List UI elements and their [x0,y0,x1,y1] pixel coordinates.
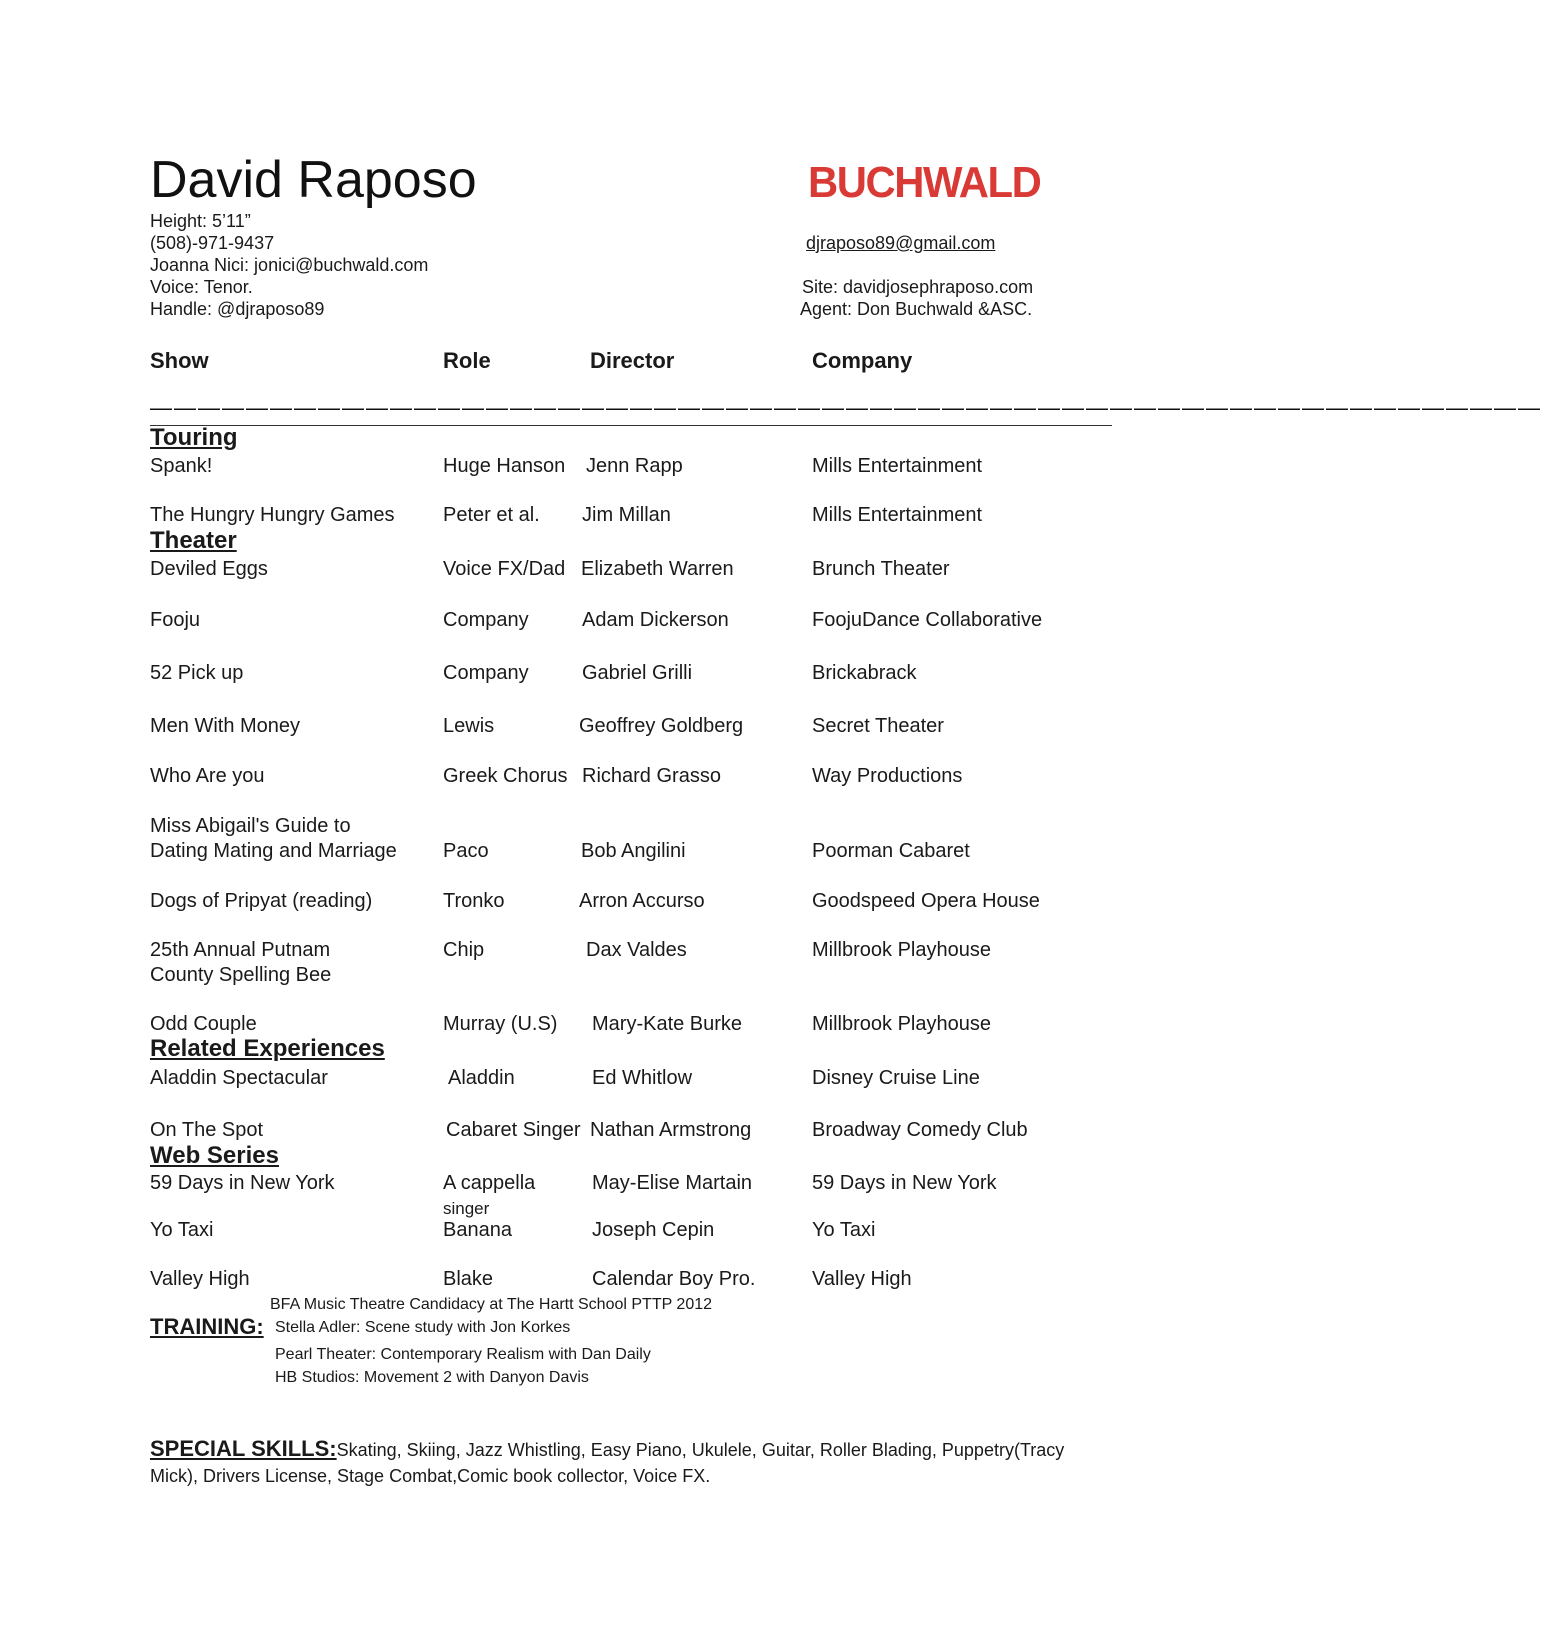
credit-role: Blake [443,1268,494,1290]
credit-company: Valley High [812,1268,912,1290]
credit-show: Men With Money [150,715,301,737]
credit-director: Jim Millan [582,504,671,526]
credit-show-line-2: County Spelling Bee [150,964,332,986]
credit-director: Calendar Boy Pro. [592,1268,756,1290]
credit-director: Mary-Kate Burke [592,1013,743,1035]
credit-role: A cappella [443,1172,536,1194]
credit-show: Deviled Eggs [150,558,268,580]
credit-company: Mills Entertainment [812,504,983,526]
column-header-role: Role [443,348,491,373]
manager-contact: Joanna Nici: jonici@buchwald.com [150,255,429,275]
training-label: TRAINING: [150,1314,264,1339]
credit-role: Peter et al. [443,504,540,526]
special-skills-text: Skating, Skiing, Jazz Whistling, Easy Piano, Ukulele, Guitar, Roller Blading, Puppetry(Tracy Mick), Drivers License, Stage Combat,Comic book collector, Voice FX. [150,1440,1065,1486]
credit-company: Brickabrack [812,662,917,684]
credit-role: Voice FX/Dad [443,558,566,580]
site-info: Site: davidjosephraposo.com [802,277,1034,297]
credit-role: Paco [443,840,489,862]
credit-company: Goodspeed Opera House [812,890,1040,912]
credit-show: Valley High [150,1268,250,1290]
credit-director: Gabriel Grilli [582,662,693,684]
section-touring: Touring [150,424,238,451]
training-item: Pearl Theater: Contemporary Realism with Dan Daily [275,1346,651,1363]
phone-info: (508)-971-9437 [150,233,275,253]
credit-show: Who Are you [150,765,265,787]
credit-director: Joseph Cepin [592,1219,715,1241]
training-item: HB Studios: Movement 2 with Danyon Davis [275,1369,589,1386]
section-web-series: Web Series [150,1142,279,1169]
credit-show: Aladdin Spectacular [150,1067,328,1089]
credit-company: Millbrook Playhouse [812,939,991,961]
agent-info: Agent: Don Buchwald &ASC. [800,299,1033,319]
column-header-director: Director [590,348,675,373]
credit-company: Brunch Theater [812,558,950,580]
special-skills [150,1436,1110,1489]
credit-company: Millbrook Playhouse [812,1013,991,1035]
credit-role-line-2: singer [443,1199,490,1218]
email-link[interactable]: djraposo89@gmail.com [806,233,996,253]
credit-role: Lewis [443,715,495,737]
column-header-company: Company [812,348,913,373]
credit-director: Adam Dickerson [582,609,729,631]
credit-role: Banana [443,1219,512,1241]
resume-name: David Raposo [150,151,477,209]
credit-company: Secret Theater [812,715,944,737]
section-theater: Theater [150,527,237,554]
credit-company: Disney Cruise Line [812,1067,980,1089]
credit-role: Greek Chorus [443,765,568,787]
credit-director: Dax Valdes [586,939,687,961]
training-item: Stella Adler: Scene study with Jon Korkes [275,1319,571,1336]
credit-company: Mills Entertainment [812,455,983,477]
credit-show: Yo Taxi [150,1219,214,1241]
credit-director: Bob Angilini [581,840,686,862]
credit-director: May-Elise Martain [592,1172,753,1194]
column-header-show: Show [150,348,209,373]
handle-info: Handle: @djraposo89 [150,299,325,319]
credit-role: Huge Hanson [443,455,566,477]
credit-show: On The Spot [150,1119,264,1141]
credit-show-line-2: Dating Mating and Marriage [150,840,397,862]
credit-company: Way Productions [812,765,963,787]
credit-director: Arron Accurso [579,890,705,912]
credit-show: Spank! [150,455,213,477]
section-related-experiences: Related Experiences [150,1035,385,1062]
credit-role: Murray (U.S) [443,1013,558,1035]
credit-show: Odd Couple [150,1013,257,1035]
credit-role: Company [443,609,529,631]
training-item: BFA Music Theatre Candidacy at The Hartt School PTTP 2012 [270,1296,713,1313]
credit-show: 59 Days in New York [150,1172,335,1194]
credit-show: Miss Abigail's Guide to [150,815,351,837]
credit-show: 25th Annual Putnam [150,939,331,961]
credit-director: Jenn Rapp [586,455,683,477]
credit-company: Poorman Cabaret [812,840,970,862]
credit-company: 59 Days in New York [812,1172,997,1194]
credit-show: Dogs of Pripyat (reading) [150,890,373,912]
agency-logo: BUCHWALD [808,158,1041,207]
credit-role: Company [443,662,529,684]
credit-director: Elizabeth Warren [581,558,734,580]
credit-show: 52 Pick up [150,662,244,684]
credit-director: Nathan Armstrong [590,1119,752,1141]
credit-company: Broadway Comedy Club [812,1119,1028,1141]
credit-role: Tronko [443,890,505,912]
credit-role: Cabaret Singer [446,1119,581,1141]
credit-company: FoojuDance Collaborative [812,609,1043,631]
credit-director: Ed Whitlow [592,1067,693,1089]
credit-company: Yo Taxi [812,1219,876,1241]
divider-line [150,425,1112,426]
dashed-divider: —————————————————————————————————————————————————————————— [150,395,1542,420]
credit-show: Fooju [150,609,201,631]
credit-role: Aladdin [448,1067,515,1089]
credit-role: Chip [443,939,485,961]
credit-director: Richard Grasso [582,765,721,787]
height-info: Height: 5’11” [150,211,251,231]
credit-show: The Hungry Hungry Games [150,504,395,526]
special-skills-label: SPECIAL SKILLS: [150,1436,337,1461]
credit-director: Geoffrey Goldberg [579,715,744,737]
voice-info: Voice: Tenor. [150,277,253,297]
